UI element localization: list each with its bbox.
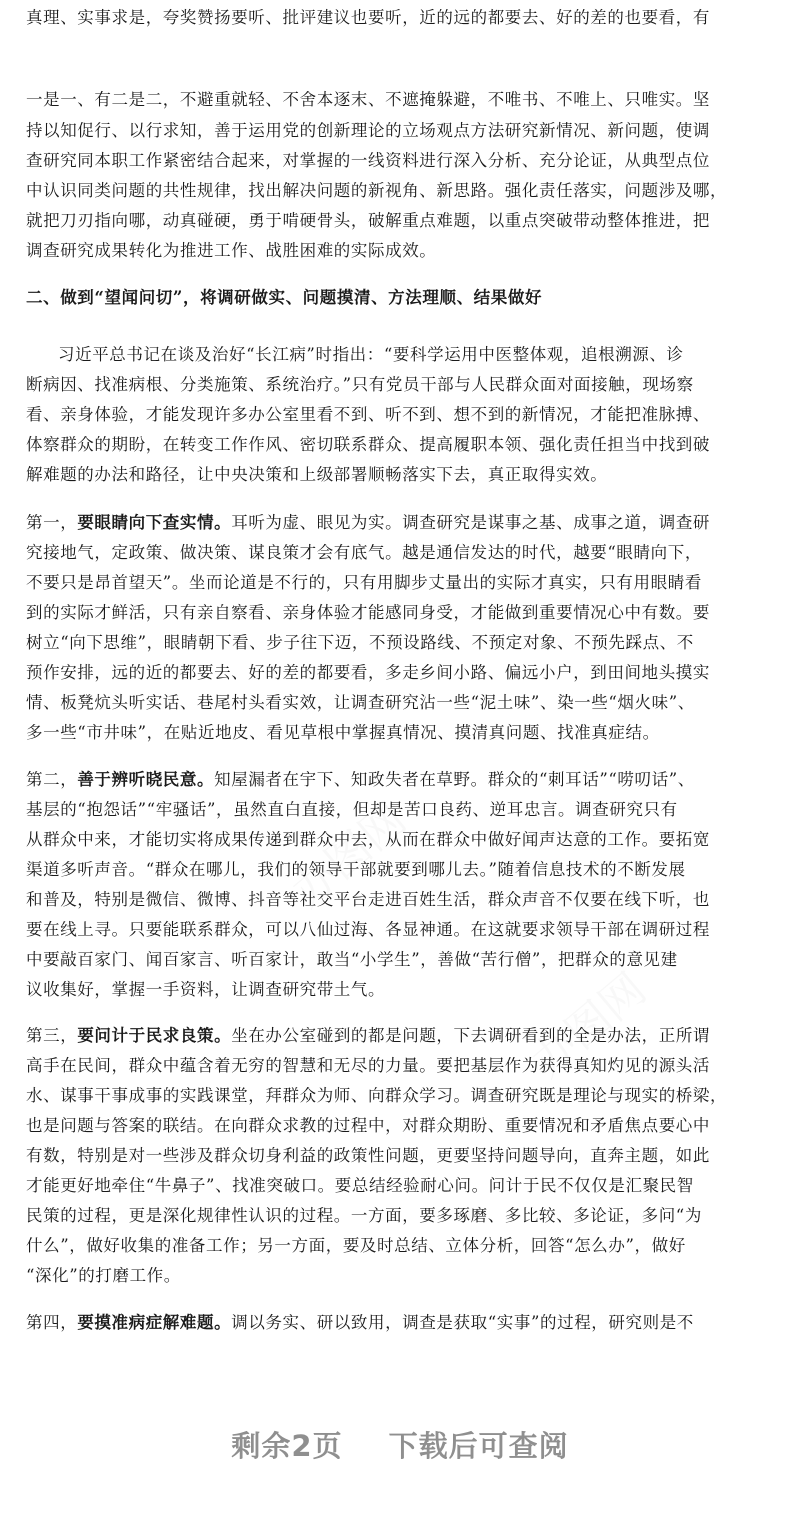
text-line: 真理、实事求是，夸奖赞扬要听、批评建议也要听，近的远的都要去、好的差的也要看，有 <box>26 8 710 27</box>
text-line: 情、板凳炕头听实话、巷尾村头看实效，让调查研究沾一些“泥土味”、染一些“烟火味”、 <box>26 693 695 712</box>
point-first-line <box>26 1313 694 1333</box>
text-line: 中认识同类问题的共性规律，找出解决问题的新视角、新思路。强化责任落实，问题涉及哪， <box>26 181 728 200</box>
text-line: 看、亲身体验，才能发现许多办公室里看不到、听不到、想不到的新情况，才能把准脉搏、 <box>26 405 710 424</box>
download-to-view-label[interactable]: 下载后可查阅 <box>388 1429 569 1463</box>
text-line: 要在线上寻。只要能联系群众，可以八仙过海、各显神通。在这就要求领导干部在调研过程 <box>26 920 710 939</box>
text-line: 水、谋事干事成事的实践课堂，拜群众为师、向群众学习。调查研究既是理论与现实的桥梁， <box>26 1086 728 1105</box>
point-text: 耳听为虚、眼见为实。调查研究是谋事之基、成事之道，调查研 <box>231 513 711 532</box>
text-line: 也是问题与答案的联结。在向群众求教的过程中，对群众期盼、重要情况和矛盾焦点要心中 <box>26 1116 710 1135</box>
text-line: 习近平总书记在谈及治好“长江病”时指出：“要科学运用中医整体观，追根溯源、诊 <box>58 345 684 364</box>
text-line: 断病因、找准病根、分类施策、系统治疗。”只有党员干部与人民群众面对面接触，现场察 <box>26 375 694 394</box>
text-line: 基层的“抱怨话”“牢骚话”，虽然直白直接，但却是苦口良药、逆耳忠言。调查研究只有 <box>26 800 678 819</box>
text-line: 不要只是昂首望天”。坐而论道是不行的，只有用脚步丈量出的实际才真实，只有用眼睛看 <box>26 573 702 592</box>
text-line: 预作安排，远的近的都要去、好的差的都要看，多走乡间小路、偏远小户，到田间地头摸实 <box>26 663 710 682</box>
text-line: 高手在民间，群众中蕴含着无穷的智慧和无尽的力量。要把基层作为获得真知灼见的源头活 <box>26 1056 710 1075</box>
point-prefix: 第一， <box>26 513 78 532</box>
point-text: 调以务实、研以致用，调查是获取“实事”的过程，研究则是不 <box>231 1313 694 1332</box>
watermark-text: 办图网 <box>521 963 656 1088</box>
text-line: 什么”，做好收集的准备工作；另一方面，要及时总结、立体分析，回答“怎么办”，做好 <box>26 1236 686 1255</box>
point-lead: 要摸准病症解难题。 <box>77 1313 232 1332</box>
section-heading: 二、做到“望闻问切”，将调研做实、问题摸清、方法理顺、结果做好 <box>26 288 543 307</box>
point-first-line <box>26 513 710 533</box>
point-text: 坐在办公室碰到的都是问题，下去调研看到的全是办法，正所谓 <box>231 1026 711 1045</box>
point-lead: 要问计于民求良策。 <box>77 1026 232 1045</box>
text-line: 民策的过程，更是深化规律性认识的过程。一方面，要多琢磨、多比较、多论证，多问“为 <box>26 1206 702 1225</box>
download-prompt-banner[interactable] <box>0 1424 800 1465</box>
point-first-line <box>26 1026 710 1046</box>
text-line: 树立“向下思维”，眼睛朝下看、步子往下迈，不预设路线、不预定对象、不预先踩点、不 <box>26 633 694 652</box>
point-text: 知屋漏者在宇下、知政失者在草野。群众的“刺耳话”“唠叨话”、 <box>214 770 695 789</box>
text-line: 议收集好，掌握一手资料，让调查研究带土气。 <box>26 980 386 999</box>
text-line: 多一些“市井味”，在贴近地皮、看见草根中掌握真情况、摸清真问题、找准真症结。 <box>26 723 660 742</box>
text-line: 到的实际才鲜活，只有亲自察看、亲身体验才能感同身受，才能做到重要情况心中有数。要 <box>26 603 710 622</box>
point-lead: 要眼睛向下查实情。 <box>77 513 232 532</box>
point-lead: 善于辨听晓民意。 <box>77 770 215 789</box>
text-line: 体察群众的期盼，在转变工作作风、密切联系群众、提高履职本领、强化责任担当中找到破 <box>26 435 710 454</box>
text-line: 一是一、有二是二，不避重就轻、不舍本逐末、不遮掩躲避，不唯书、不唯上、只唯实。坚 <box>26 90 710 109</box>
point-prefix: 第三， <box>26 1026 78 1045</box>
text-line: 从群众中来，才能切实将成果传递到群众中去，从而在群众中做好闻声达意的工作。要拓宽 <box>26 830 710 849</box>
text-line: 调查研究成果转化为推进工作、战胜困难的实际成效。 <box>26 241 437 260</box>
text-line: 渠道多听声音。“群众在哪儿，我们的领导干部就要到哪儿去。”随着信息技术的不断发展 <box>26 860 686 879</box>
text-line: 就把刀刃指向哪，动真碰硬，勇于啃硬骨头，破解重点难题，以重点突破带动整体推进，把 <box>26 211 710 230</box>
text-line: 查研究同本职工作紧密结合起来，对掌握的一线资料进行深入分析、充分论证，从典型点位 <box>26 151 710 170</box>
text-line: 和普及，特别是微信、微博、抖音等社交平台走进百姓生活，群众声音不仅要在线下听，也 <box>26 890 710 909</box>
watermark-text: 办图网 <box>281 793 416 918</box>
text-line: 解难题的办法和路径，让中央决策和上级部署顺畅落实下去，真正取得实效。 <box>26 465 608 484</box>
point-prefix: 第二， <box>26 770 78 789</box>
text-line: 持以知促行、以行求知，善于运用党的创新理论的立场观点方法研究新情况、新问题，使调 <box>26 121 710 140</box>
text-line: “深化”的打磨工作。 <box>26 1266 181 1285</box>
point-prefix: 第四， <box>26 1313 78 1332</box>
text-line: 才能更好地牵住“牛鼻子”、找准突破口。要总结经验耐心问。问计于民不仅仅是汇聚民智 <box>26 1176 694 1195</box>
text-line: 有数，特别是对一些涉及群众切身利益的政策性问题，更要坚持问题导向，直奔主题，如此 <box>26 1146 710 1165</box>
remaining-pages-label[interactable]: 剩余2页 <box>231 1429 343 1463</box>
text-line: 中要敲百家门、闻百家言、听百家计，敢当“小学生”，善做“苦行僧”，把群众的意见建 <box>26 950 678 969</box>
text-line: 究接地气，定政策、做决策、谋良策才会有底气。越是通信发达的时代，越要“眼睛向下， <box>26 543 702 562</box>
point-first-line <box>26 770 695 790</box>
